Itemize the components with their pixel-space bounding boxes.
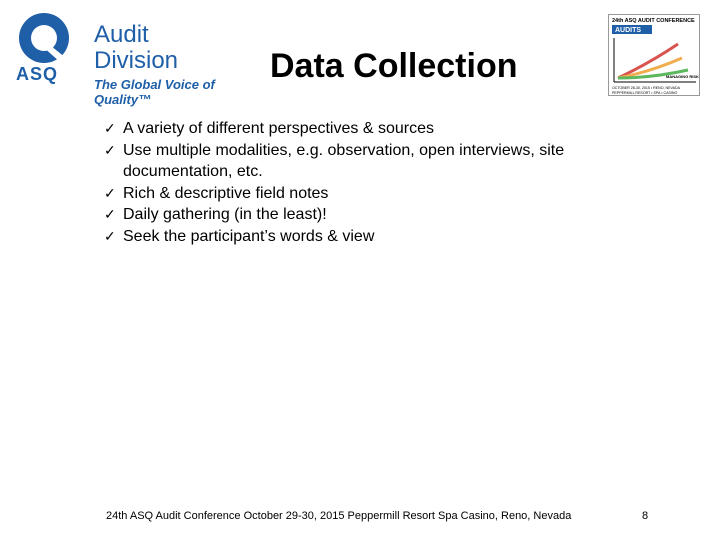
slide-title: Data Collection: [270, 47, 518, 85]
list-item-text: A variety of different perspectives & sources: [123, 120, 434, 137]
footer-text: 24th ASQ Audit Conference October 29-30, 2015 Peppermill Resort Spa Casino, Reno, Nevada: [106, 510, 572, 522]
list-item-text: Use multiple modalities, e.g. observation, open interviews, site documentation, etc.: [123, 141, 565, 180]
checkmark-icon: ✓: [104, 184, 116, 201]
bullet-list: [104, 118, 664, 247]
conference-logo: [608, 14, 700, 96]
list-item: [104, 183, 664, 205]
list-item-text: Daily gathering (in the least)!: [123, 206, 327, 223]
logo-text: [94, 22, 254, 107]
conference-logo-venue: PEPPERMILL RESORT • SPA • CASINO: [612, 91, 678, 95]
logo-audit: Audit: [94, 21, 149, 48]
conference-logo-managing-risk: MANAGING RISK: [666, 74, 699, 79]
logo-tagline: The Global Voice of Quality™: [94, 77, 215, 107]
asq-label: ASQ: [16, 64, 59, 84]
list-item-text: Seek the participant’s words & view: [123, 227, 375, 245]
list-item: [104, 204, 664, 226]
conference-logo-dates: OCTOBER 28-30, 2015 • RENO, NEVADA: [612, 86, 681, 90]
list-item-text: Rich & descriptive field notes: [123, 184, 329, 202]
list-item: [104, 226, 664, 248]
page-number: 8: [642, 510, 649, 522]
list-item: [104, 118, 664, 140]
list-item: [104, 140, 664, 183]
checkmark-icon: ✓: [104, 206, 116, 222]
conference-logo-heading: 24th ASQ AUDIT CONFERENCE: [612, 18, 695, 24]
logo-division: Division: [94, 47, 179, 74]
asq-q-icon: [16, 12, 72, 68]
checkmark-icon: ✓: [104, 141, 116, 158]
checkmark-icon: ✓: [104, 120, 116, 136]
conference-logo-banner: AUDITS: [615, 27, 642, 34]
checkmark-icon: ✓: [104, 227, 116, 244]
